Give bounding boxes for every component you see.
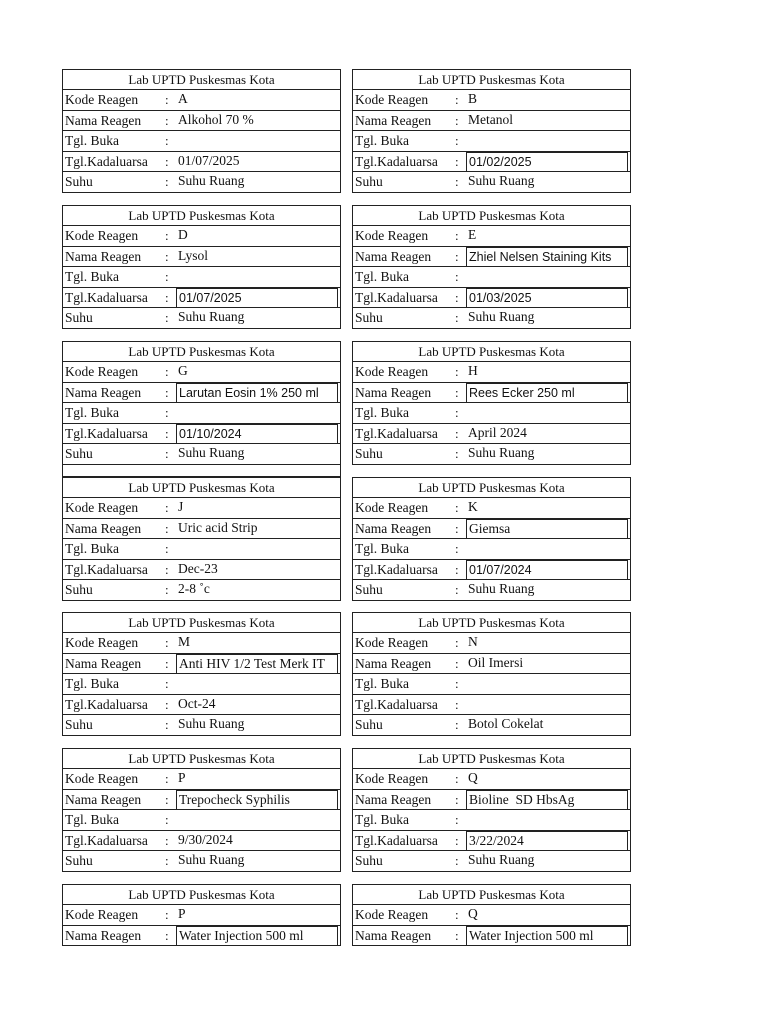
kode-label: Kode Reagen: [65, 907, 139, 922]
kadaluarsa-value: April 2024: [468, 424, 527, 440]
suhu-label: Suhu: [65, 310, 93, 325]
kadaluarsa-value: 01/07/2025: [176, 288, 338, 309]
kode-label: Kode Reagen: [65, 635, 139, 650]
colon: :: [165, 153, 169, 169]
colon: :: [455, 520, 459, 536]
colon: :: [165, 771, 169, 786]
suhu-label: Suhu: [355, 446, 383, 461]
kode-value: G: [178, 363, 188, 378]
colon: :: [165, 310, 169, 325]
nama-label: Nama Reagen: [65, 520, 142, 536]
colon: :: [455, 248, 459, 264]
reagent-card-h: [352, 341, 631, 465]
nama-value: Alkohol 70 %: [178, 111, 254, 127]
colon: :: [165, 405, 169, 420]
kode-value: D: [178, 227, 188, 242]
suhu-value: Suhu Ruang: [468, 581, 535, 596]
colon: :: [165, 92, 169, 107]
card-header: Lab UPTD Puskesmas Kota: [353, 342, 630, 362]
colon: :: [455, 133, 459, 148]
nama-label: Nama Reagen: [65, 248, 142, 264]
buka-value: [176, 674, 338, 694]
colon: :: [455, 153, 459, 169]
suhu-value: Suhu Ruang: [178, 173, 245, 188]
colon: :: [455, 289, 459, 305]
buka-value: [176, 539, 338, 559]
kadaluarsa-label: Tgl.Kadaluarsa: [65, 561, 148, 577]
nama-label: Nama Reagen: [355, 520, 432, 536]
kadaluarsa-value: Dec-23: [178, 560, 218, 576]
colon: :: [455, 812, 459, 827]
colon: :: [455, 384, 459, 400]
reagent-card-p: [62, 748, 341, 872]
colon: :: [165, 248, 169, 264]
buka-label: Tgl. Buka: [355, 812, 409, 827]
card-header: Lab UPTD Puskesmas Kota: [63, 70, 340, 90]
colon: :: [165, 655, 169, 671]
colon: :: [165, 500, 169, 515]
nama-value: Anti HIV 1/2 Test Merk IT: [176, 654, 338, 675]
kode-value: A: [178, 91, 188, 106]
buka-label: Tgl. Buka: [65, 676, 119, 691]
colon: :: [165, 635, 169, 650]
card-header: Lab UPTD Puskesmas Kota: [353, 206, 630, 226]
kadaluarsa-label: Tgl.Kadaluarsa: [65, 832, 148, 848]
colon: :: [455, 696, 459, 712]
colon: :: [455, 771, 459, 786]
colon: :: [455, 791, 459, 807]
kode-label: Kode Reagen: [355, 907, 429, 922]
nama-value: Rees Ecker 250 ml: [466, 383, 628, 404]
kode-label: Kode Reagen: [355, 228, 429, 243]
reagent-card-q: [352, 748, 631, 872]
card-header: Lab UPTD Puskesmas Kota: [63, 885, 340, 905]
suhu-label: Suhu: [355, 582, 383, 597]
kadaluarsa-value: 9/30/2024: [178, 831, 233, 847]
colon: :: [455, 561, 459, 577]
kadaluarsa-label: Tgl.Kadaluarsa: [65, 153, 148, 169]
nama-label: Nama Reagen: [355, 112, 432, 128]
nama-value: Lysol: [178, 247, 209, 263]
kode-value: H: [468, 363, 478, 378]
reagent-card-g: [62, 341, 341, 465]
nama-value: Uric acid Strip: [178, 519, 258, 535]
buka-value: [176, 810, 338, 830]
colon: :: [165, 384, 169, 400]
kode-label: Kode Reagen: [65, 228, 139, 243]
kadaluarsa-label: Tgl.Kadaluarsa: [355, 289, 438, 305]
nama-value: Trepocheck Syphilis: [176, 790, 338, 811]
colon: :: [455, 405, 459, 420]
colon: :: [455, 174, 459, 189]
nama-label: Nama Reagen: [355, 791, 432, 807]
buka-value: [466, 131, 628, 151]
card-header: Lab UPTD Puskesmas Kota: [63, 342, 340, 362]
reagent-card-m: [62, 612, 341, 736]
colon: :: [165, 717, 169, 732]
kode-label: Kode Reagen: [355, 500, 429, 515]
colon: :: [165, 907, 169, 922]
kadaluarsa-label: Tgl.Kadaluarsa: [355, 153, 438, 169]
buka-value: [466, 810, 628, 830]
suhu-value: Suhu Ruang: [468, 852, 535, 867]
buka-value: [176, 267, 338, 287]
colon: :: [455, 927, 459, 943]
card-header: Lab UPTD Puskesmas Kota: [63, 613, 340, 633]
buka-value: [466, 539, 628, 559]
kadaluarsa-label: Tgl.Kadaluarsa: [355, 832, 438, 848]
colon: :: [455, 832, 459, 848]
suhu-value: Suhu Ruang: [178, 852, 245, 867]
colon: :: [165, 133, 169, 148]
kadaluarsa-value: 01/07/2024: [466, 560, 628, 581]
nama-label: Nama Reagen: [65, 112, 142, 128]
colon: :: [165, 853, 169, 868]
card-header: Lab UPTD Puskesmas Kota: [353, 885, 630, 905]
suhu-label: Suhu: [65, 446, 93, 461]
card-header: Lab UPTD Puskesmas Kota: [353, 70, 630, 90]
card-header: Lab UPTD Puskesmas Kota: [353, 478, 630, 498]
kadaluarsa-label: Tgl.Kadaluarsa: [65, 289, 148, 305]
reagent-card-n: [352, 612, 631, 736]
kode-label: Kode Reagen: [65, 364, 139, 379]
colon: :: [455, 228, 459, 243]
colon: :: [165, 832, 169, 848]
reagent-card-a: [62, 69, 341, 193]
buka-value: [176, 131, 338, 151]
buka-label: Tgl. Buka: [355, 541, 409, 556]
buka-value: [176, 403, 338, 423]
kode-value: Q: [468, 770, 478, 785]
nama-value: Zhiel Nelsen Staining Kits: [466, 247, 628, 268]
nama-label: Nama Reagen: [65, 927, 142, 943]
colon: :: [165, 520, 169, 536]
reagent-card-j: [62, 477, 341, 601]
nama-label: Nama Reagen: [355, 655, 432, 671]
colon: :: [165, 228, 169, 243]
colon: :: [455, 717, 459, 732]
kadaluarsa-value: Oct-24: [178, 695, 216, 711]
colon: :: [165, 582, 169, 597]
card-header: Lab UPTD Puskesmas Kota: [353, 613, 630, 633]
colon: :: [165, 269, 169, 284]
suhu-label: Suhu: [65, 853, 93, 868]
reagent-card-q-water: [352, 884, 631, 946]
kode-value: M: [178, 634, 191, 649]
colon: :: [455, 364, 459, 379]
kadaluarsa-label: Tgl.Kadaluarsa: [355, 425, 438, 441]
suhu-value: 2-8 ˚c: [178, 581, 210, 596]
colon: :: [165, 561, 169, 577]
card-header: Lab UPTD Puskesmas Kota: [63, 206, 340, 226]
kode-value: P: [178, 770, 186, 785]
nama-label: Nama Reagen: [355, 248, 432, 264]
kadaluarsa-value: 01/10/2024: [176, 424, 338, 445]
kode-label: Kode Reagen: [355, 771, 429, 786]
kode-label: Kode Reagen: [355, 92, 429, 107]
colon: :: [165, 425, 169, 441]
buka-label: Tgl. Buka: [65, 812, 119, 827]
colon: :: [165, 364, 169, 379]
colon: :: [165, 791, 169, 807]
empty-row: [62, 458, 341, 477]
buka-label: Tgl. Buka: [355, 133, 409, 148]
buka-value: [466, 267, 628, 287]
colon: :: [455, 112, 459, 128]
kode-value: K: [468, 499, 478, 514]
colon: :: [455, 582, 459, 597]
suhu-label: Suhu: [355, 853, 383, 868]
nama-value: Giemsa: [466, 519, 628, 540]
buka-label: Tgl. Buka: [65, 405, 119, 420]
buka-label: Tgl. Buka: [355, 676, 409, 691]
colon: :: [165, 927, 169, 943]
suhu-value: Suhu Ruang: [178, 309, 245, 324]
nama-label: Nama Reagen: [65, 384, 142, 400]
buka-value: [466, 403, 628, 423]
reagent-card-k: [352, 477, 631, 601]
kode-label: Kode Reagen: [65, 771, 139, 786]
colon: :: [165, 446, 169, 461]
nama-value: Water Injection 500 ml: [466, 926, 628, 947]
colon: :: [165, 696, 169, 712]
colon: :: [455, 853, 459, 868]
kode-label: Kode Reagen: [355, 635, 429, 650]
kadaluarsa-label: Tgl.Kadaluarsa: [355, 561, 438, 577]
buka-label: Tgl. Buka: [65, 133, 119, 148]
suhu-value: Suhu Ruang: [468, 445, 535, 460]
nama-label: Nama Reagen: [65, 655, 142, 671]
nama-value: Oil Imersi: [468, 654, 524, 670]
colon: :: [455, 425, 459, 441]
colon: :: [455, 92, 459, 107]
suhu-value: Botol Cokelat: [468, 716, 544, 731]
suhu-value: Suhu Ruang: [178, 716, 245, 731]
colon: :: [455, 269, 459, 284]
nama-value: Bioline SD HbsAg: [466, 790, 628, 811]
kode-value: N: [468, 634, 478, 649]
buka-value: [466, 674, 628, 694]
colon: :: [455, 676, 459, 691]
buka-label: Tgl. Buka: [355, 269, 409, 284]
suhu-label: Suhu: [65, 582, 93, 597]
nama-label: Nama Reagen: [355, 927, 432, 943]
suhu-label: Suhu: [65, 174, 93, 189]
buka-label: Tgl. Buka: [355, 405, 409, 420]
reagent-card-b: [352, 69, 631, 193]
kode-label: Kode Reagen: [65, 500, 139, 515]
kadaluarsa-label: Tgl.Kadaluarsa: [65, 425, 148, 441]
kode-value: Q: [468, 906, 478, 921]
reagent-card-p-water: [62, 884, 341, 946]
nama-label: Nama Reagen: [355, 384, 432, 400]
reagent-card-e: [352, 205, 631, 329]
suhu-value: Suhu Ruang: [468, 309, 535, 324]
kadaluarsa-label: Tgl.Kadaluarsa: [65, 696, 148, 712]
colon: :: [455, 541, 459, 556]
nama-value: Larutan Eosin 1% 250 ml: [176, 383, 338, 404]
card-header: Lab UPTD Puskesmas Kota: [353, 749, 630, 769]
kode-label: Kode Reagen: [65, 92, 139, 107]
colon: :: [165, 174, 169, 189]
colon: :: [455, 655, 459, 671]
buka-label: Tgl. Buka: [65, 269, 119, 284]
card-header: Lab UPTD Puskesmas Kota: [63, 478, 340, 498]
kadaluarsa-value: 01/07/2025: [178, 152, 240, 168]
colon: :: [165, 289, 169, 305]
colon: :: [165, 541, 169, 556]
kadaluarsa-value: 3/22/2024: [466, 831, 628, 852]
kode-label: Kode Reagen: [355, 364, 429, 379]
nama-value: Metanol: [468, 111, 513, 127]
kadaluarsa-value: 01/03/2025: [466, 288, 628, 309]
reagent-card-d: [62, 205, 341, 329]
kadaluarsa-value: [466, 695, 628, 715]
colon: :: [165, 112, 169, 128]
suhu-label: Suhu: [355, 310, 383, 325]
kode-value: E: [468, 227, 477, 242]
suhu-label: Suhu: [355, 717, 383, 732]
colon: :: [455, 446, 459, 461]
kadaluarsa-value: 01/02/2025: [466, 152, 628, 173]
colon: :: [455, 310, 459, 325]
kode-value: B: [468, 91, 478, 106]
nama-value: Water Injection 500 ml: [176, 926, 338, 947]
card-header: Lab UPTD Puskesmas Kota: [63, 749, 340, 769]
colon: :: [455, 500, 459, 515]
suhu-value: Suhu Ruang: [468, 173, 535, 188]
nama-label: Nama Reagen: [65, 791, 142, 807]
colon: :: [455, 635, 459, 650]
kadaluarsa-label: Tgl.Kadaluarsa: [355, 696, 438, 712]
buka-label: Tgl. Buka: [65, 541, 119, 556]
suhu-label: Suhu: [65, 717, 93, 732]
colon: :: [165, 812, 169, 827]
kode-value: J: [178, 499, 184, 514]
suhu-value: Suhu Ruang: [178, 445, 245, 460]
suhu-label: Suhu: [355, 174, 383, 189]
kode-value: P: [178, 906, 186, 921]
colon: :: [455, 907, 459, 922]
colon: :: [165, 676, 169, 691]
